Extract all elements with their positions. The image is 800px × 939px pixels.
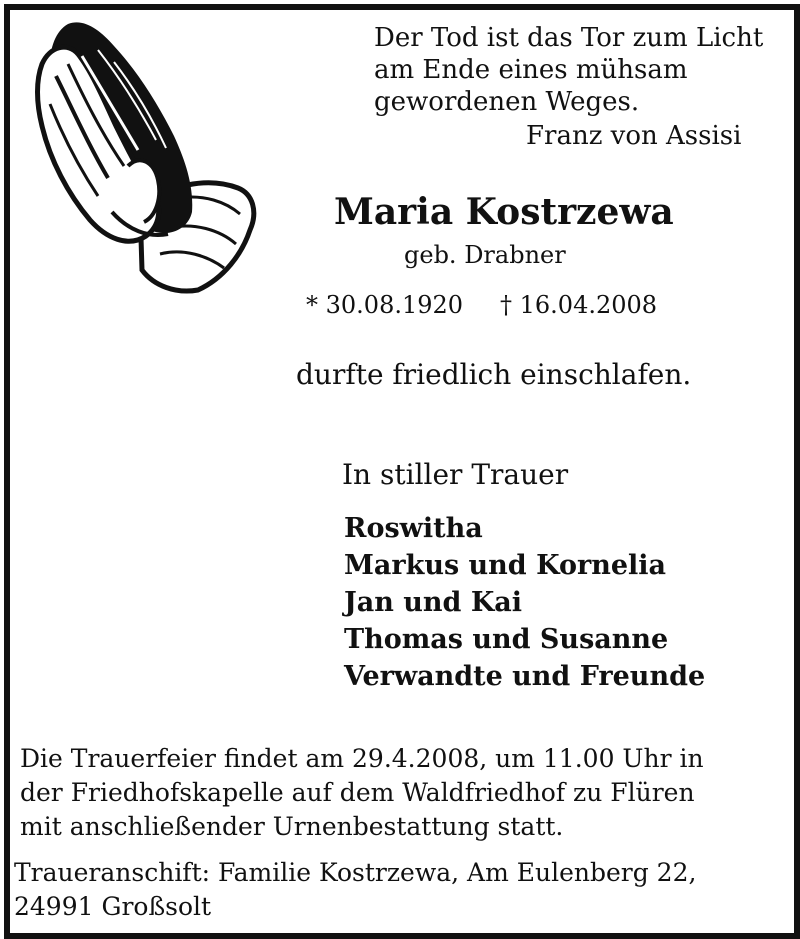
address-line: 24991 Großsolt bbox=[14, 892, 212, 921]
mourner-name: Thomas und Susanne bbox=[344, 624, 669, 655]
mourner-name: Markus und Kornelia bbox=[344, 550, 667, 581]
quote-line: gewordenen Weges. bbox=[374, 87, 640, 117]
praying-hands-icon bbox=[28, 16, 258, 294]
quote-line: am Ende eines mühsam bbox=[374, 55, 688, 85]
ceremony-info bbox=[20, 742, 704, 844]
mourner-name: Verwandte und Freunde bbox=[344, 661, 706, 692]
mourner-name: Jan und Kai bbox=[344, 587, 523, 618]
mourning-intro: In stiller Trauer bbox=[342, 458, 569, 491]
ceremony-line: Die Trauerfeier findet am 29.4.2008, um 11.00 Uhr in bbox=[20, 744, 704, 773]
mourning-address bbox=[14, 856, 696, 924]
ceremony-line: mit anschließender Urnenbestattung statt. bbox=[20, 812, 564, 841]
address-line: Traueranschift: Familie Kostrzewa, Am Eulenberg 22, bbox=[14, 858, 697, 887]
ceremony-line: der Friedhofskapelle auf dem Waldfriedhof zu Flüren bbox=[20, 778, 695, 807]
quote-author: Franz von Assisi bbox=[526, 121, 742, 151]
passing-note: durfte friedlich einschlafen. bbox=[296, 358, 692, 391]
deceased-name: Maria Kostrzewa bbox=[334, 191, 674, 233]
birth-date: * 30.08.1920 bbox=[306, 291, 464, 319]
mourner-name: Roswitha bbox=[344, 513, 483, 544]
quote-line: Der Tod ist das Tor zum Licht bbox=[374, 23, 764, 53]
maiden-name: geb. Drabner bbox=[404, 241, 566, 269]
death-date: † 16.04.2008 bbox=[500, 291, 658, 319]
